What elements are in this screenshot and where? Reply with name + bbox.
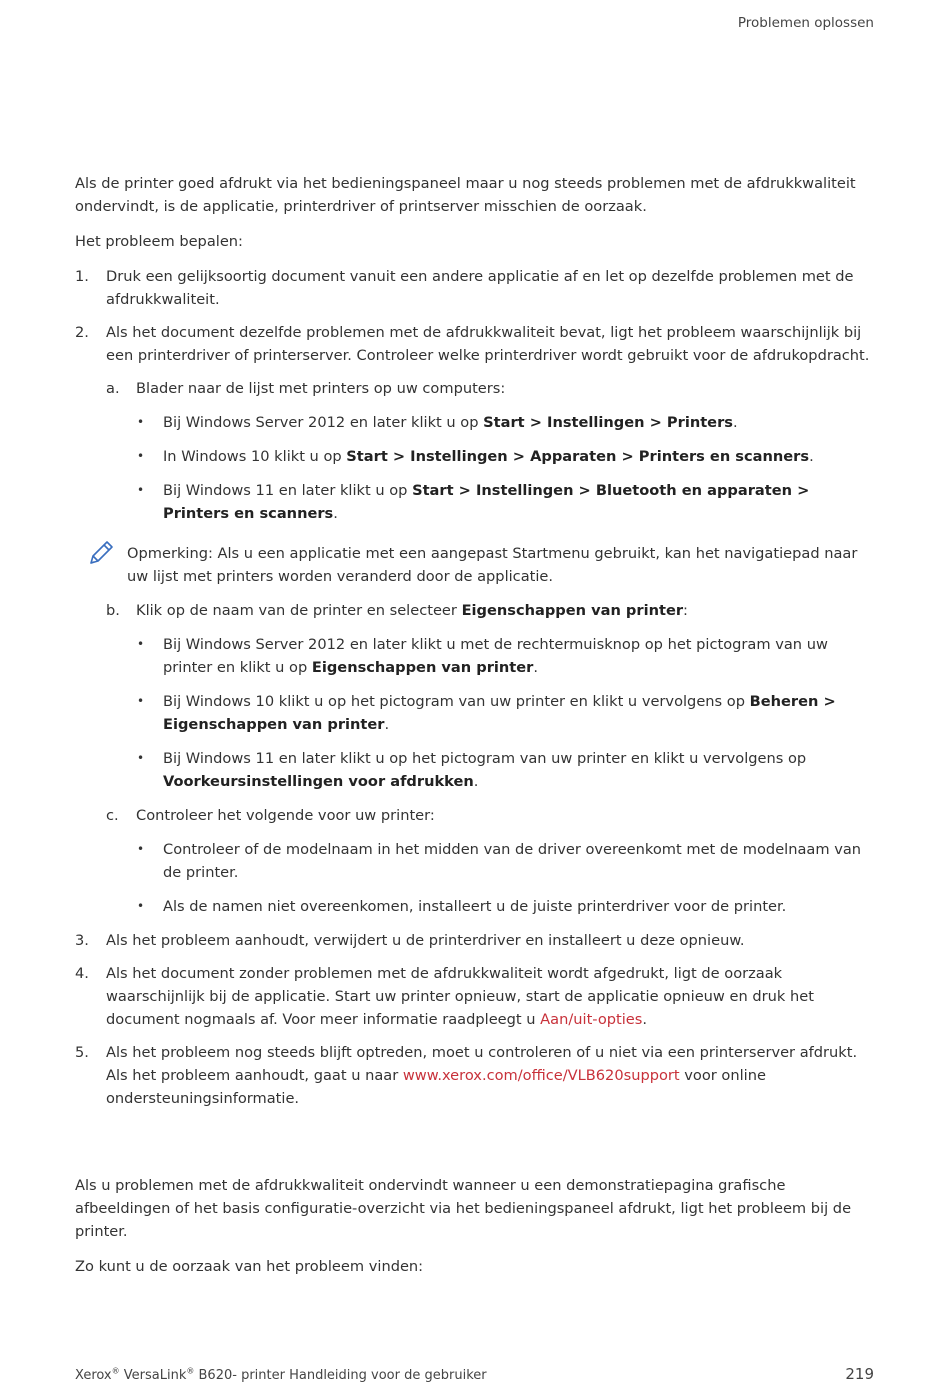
bullet-a-3	[75, 479, 875, 525]
step-1	[75, 265, 875, 311]
support-url-link[interactable]: www.xerox.com/office/VLB620support	[402, 1067, 680, 1084]
registered-mark: ®	[111, 1366, 120, 1376]
registered-mark: ®	[186, 1366, 195, 1376]
bullet-c-2	[75, 895, 875, 918]
bullet-marker: •	[137, 637, 145, 651]
bullet-punct: .	[732, 414, 738, 431]
bullet-marker: •	[137, 694, 145, 708]
menu-path: Start > Instellingen > Bluetooth en apparaten > Printers en scanners	[163, 482, 810, 522]
step-number: 4.	[75, 965, 89, 982]
intro-paragraph: Als de printer goed afdrukt via het bedieningspaneel maar u nog steeds problemen met de afdrukkwaliteit ondervindt, is de applicatie, printerdriver of printserver misschien de oorzaak.	[75, 175, 856, 215]
bullet-b-3	[75, 747, 875, 793]
bullet-text: Bij Windows 10 klikt u op het pictogram van uw printer en klikt u vervolgens op	[163, 693, 750, 710]
bullet-marker: •	[137, 449, 145, 463]
step-text-after: voor online ondersteuningsinformatie.	[106, 1067, 766, 1107]
bullet-b-2	[75, 690, 875, 736]
substep-marker: b.	[106, 602, 120, 619]
section-spacer	[75, 1120, 875, 1174]
substep-text: Klik op de naam van de printer en selecteer	[136, 602, 462, 619]
bullet-marker: •	[137, 751, 145, 765]
bullet-text: Bij Windows Server 2012 en later klikt u op	[163, 414, 484, 431]
ui-label: Beheren > Eigenschappen van printer	[163, 693, 836, 733]
step-punct: .	[642, 1011, 648, 1028]
menu-path: Start > Instellingen > Printers	[483, 414, 733, 431]
bullet-text: Als de namen niet overeenkomen, installeert u de juiste printerdriver voor de printer.	[163, 898, 787, 915]
pencil-icon	[87, 539, 115, 567]
ui-label: Voorkeursinstellingen voor afdrukken	[163, 773, 474, 790]
substep-text: Blader naar de lijst met printers op uw computers:	[136, 380, 506, 397]
bullet-marker: •	[137, 899, 145, 913]
bullet-text: In Windows 10 klikt u op	[163, 448, 347, 465]
section2-paragraph: Als u problemen met de afdrukkwaliteit ondervindt wanneer u een demonstratiepagina grafische afbeeldingen of het basis configuratie-overzicht via het bedieningspaneel afdrukt, ligt het probleem bij de printer.	[75, 1177, 852, 1240]
bullet-punct: .	[473, 773, 479, 790]
substep-punct: :	[683, 602, 688, 619]
running-header: Problemen oplossen	[737, 15, 874, 31]
substep-marker: a.	[106, 380, 120, 397]
bullet-text: Bij Windows Server 2012 en later klikt u met de rechtermuisknop op het pictogram van uw printer en klikt u op	[163, 636, 828, 676]
substep-b	[75, 599, 875, 622]
bullet-b-1	[75, 633, 875, 679]
bullet-c-1	[75, 838, 875, 884]
bullet-a-1	[75, 411, 875, 434]
step-text: Als het document zonder problemen met de afdrukkwaliteit wordt afgedrukt, ligt de oorzaak waarschijnlijk bij de applicatie. Start uw printer opnieuw, start de applicatie opnieuw en druk het document nogmaals af. Voor meer informatie raadpleegt u	[106, 965, 814, 1028]
bullet-text: Controleer of de modelnaam in het midden van de driver overeenkomt met de modelnaam van de printer.	[163, 841, 862, 881]
step-text: Als het probleem aanhoudt, verwijdert u de printerdriver en installeert u deze opnieuw.	[106, 932, 745, 949]
page-content	[75, 172, 875, 1290]
brand-xerox: Xerox	[75, 1368, 112, 1383]
step-number: 2.	[75, 324, 89, 341]
bullet-punct: .	[809, 448, 814, 465]
step-number: 3.	[75, 932, 89, 949]
bullet-punct: .	[384, 716, 390, 733]
ui-label: Eigenschappen van printer	[461, 602, 684, 619]
step-text: Als het probleem nog steeds blijft optreden, moet u controleren of u niet via een printerserver afdrukt. Als het probleem aanhoudt, gaat u naar	[106, 1044, 858, 1084]
ui-label: Eigenschappen van printer	[311, 659, 534, 676]
step-2	[75, 321, 875, 367]
bullet-text: Bij Windows 11 en later klikt u op het pictogram van uw printer en klikt u vervolgens op	[163, 750, 807, 767]
footer-guide-title: B620- printer Handleiding voor de gebruiker	[198, 1368, 487, 1383]
step-number: 5.	[75, 1044, 89, 1061]
bullet-marker: •	[137, 483, 145, 497]
page-number: 219	[845, 1365, 874, 1383]
step-3	[75, 929, 875, 952]
menu-path: Start > Instellingen > Apparaten > Printers en scanners	[346, 448, 810, 465]
substep-a	[75, 377, 875, 400]
bullet-text: Bij Windows 11 en later klikt u op	[163, 482, 413, 499]
step-text: Druk een gelijksoortig document vanuit een andere applicatie af en let op dezelfde problemen met de afdrukkwaliteit.	[106, 268, 854, 308]
substep-text: Controleer het volgende voor uw printer:	[136, 807, 435, 824]
intro-lead: Het probleem bepalen:	[75, 233, 243, 250]
note-text: Opmerking: Als u een applicatie met een aangepast Startmenu gebruikt, kan het navigatiepad naar uw lijst met printers worden veranderd door de applicatie.	[127, 545, 858, 585]
bullet-a-2	[75, 445, 875, 468]
substep-c	[75, 804, 875, 827]
footer-title	[75, 1364, 487, 1387]
brand-versalink: VersaLink	[123, 1368, 187, 1383]
substep-marker: c.	[106, 807, 119, 824]
step-4	[75, 962, 875, 1031]
bullet-punct: .	[333, 505, 338, 522]
section2-lead: Zo kunt u de oorzaak van het probleem vinden:	[75, 1258, 424, 1275]
step-number: 1.	[75, 268, 89, 285]
power-options-link[interactable]: Aan/uit-opties	[540, 1011, 643, 1028]
bullet-punct: .	[533, 659, 538, 676]
bullet-marker: •	[137, 415, 145, 429]
step-text: Als het document dezelfde problemen met de afdrukkwaliteit bevat, ligt het probleem waarschijnlijk bij een printerdriver of printerserver. Controleer welke printerdriver wordt gebruikt voor de afdrukopdracht.	[106, 324, 870, 364]
step-5	[75, 1041, 875, 1110]
note-box	[75, 542, 875, 588]
bullet-marker: •	[137, 842, 145, 856]
